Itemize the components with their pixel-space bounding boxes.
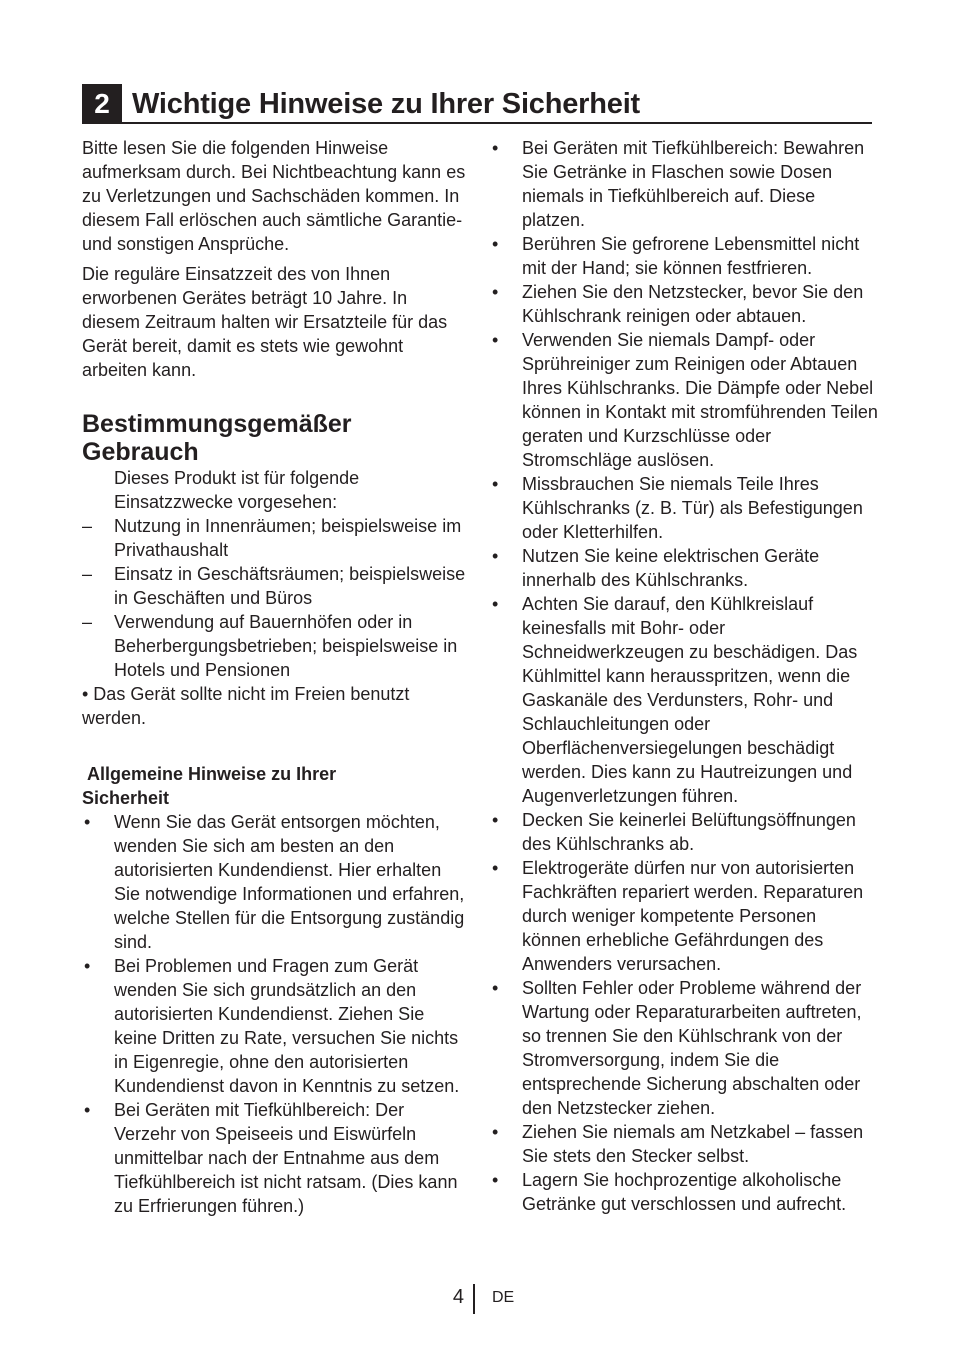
bullet-marker: • <box>492 594 499 614</box>
list-item: • Bei Geräten mit Tiefkühlbereich: Der Verzehr von Speiseeis und Eiswürfeln unmittelbar nach der Entnahme aus dem Tiefkühlbereich ist nicht ratsam. (Dies kann zu Erfrierungen führen.) <box>84 1100 458 1216</box>
outdoor-note: • Das Gerät sollte nicht im Freien benutzt werden. <box>82 684 410 728</box>
bullet-marker: • <box>84 956 91 976</box>
bullet-marker: • <box>84 812 91 832</box>
list-item: • Bei Geräten mit Tiefkühlbereich: Bewahren Sie Getränke in Flaschen sowie Dosen niemals in Tiefkühlbereich auf. Diese platzen. <box>492 138 865 230</box>
right-column <box>490 136 880 1216</box>
language-code: DE <box>492 1289 515 1306</box>
bullet-marker: • <box>492 1122 499 1142</box>
page-footer <box>0 1284 954 1314</box>
list-item: • Nutzen Sie keine elektrischen Geräte innerhalb des Kühlschranks. <box>492 546 820 590</box>
list-item: • Ziehen Sie niemals am Netzkabel – fassen Sie stets den Stecker selbst. <box>492 1122 864 1166</box>
list-item: • Verwenden Sie niemals Dampf- oder Sprühreiniger zum Reinigen oder Abtauen Ihres Kühlschranks. Die Dämpfe oder Nebel können in Kontakt mit stromführenden Teilen geraten und Kurzschlüsse oder Stromschläge auslösen. <box>492 330 878 470</box>
bullet-marker: • <box>492 282 499 302</box>
list-item: • Decken Sie keinerlei Belüftungsöffnungen des Kühlschranks ab. <box>492 810 856 854</box>
section-heading <box>82 84 872 124</box>
dash-marker: – <box>82 612 93 632</box>
list-item: – Einsatz in Geschäftsräumen; beispielsweise in Geschäften und Büros <box>82 564 466 608</box>
bullet-marker: • <box>492 330 499 350</box>
safety-list-continued <box>490 136 880 1216</box>
footer-divider <box>473 1284 475 1314</box>
intended-use-intro: Dieses Produkt ist für folgende Einsatzzwecke vorgesehen: <box>114 468 360 512</box>
bullet-marker: • <box>492 546 499 566</box>
general-safety-heading: Allgemeine Hinweise zu Ihrer Sicherheit <box>82 764 342 808</box>
list-item: • Lagern Sie hochprozentige alkoholische Getränke gut verschlossen und aufrecht. <box>492 1170 847 1214</box>
bullet-marker: • <box>492 978 499 998</box>
bullet-marker: • <box>84 1100 91 1120</box>
list-item: • Wenn Sie das Gerät entsorgen möchten, wenden Sie sich am besten an den autorisierten Kundendienst. Hier erhalten Sie notwendige Informationen und erfahren, welche Stellen für die Entsorgung zuständig sind. <box>84 812 465 952</box>
list-item: • Ziehen Sie den Netzstecker, bevor Sie den Kühlschrank reinigen oder abtauen. <box>492 282 864 326</box>
section-title: Wichtige Hinweise zu Ihrer Sicherheit <box>132 88 641 120</box>
intended-use-heading: Bestimmungsgemäßer Gebrauch <box>82 410 352 466</box>
list-item: • Bei Problemen und Fragen zum Gerät wenden Sie sich grundsätzlich an den autorisierten Kundendienst. Ziehen Sie keine Dritten zu Rate, versuchen Sie nichts in Eigenregie, ohne den autorisierten Kundendienst davon in Kenntnis zu setzen. <box>84 956 460 1096</box>
list-item: • Achten Sie darauf, den Kühlkreislauf keinesfalls mit Bohr- oder Schneidwerkzeugen zu beschädigen. Das Kühlmittel kann herausspritzen, wenn die Gaskanäle des Verdunsters, Rohr- und Schlauchleitungen oder Oberflächenversiegelungen beschädigt werden. Dies kann zu Hautreizungen und Augenverletzungen führen. <box>492 594 858 806</box>
bullet-marker: • <box>492 138 499 158</box>
dash-marker: – <box>82 516 93 536</box>
list-item: • Elektrogeräte dürfen nur von autorisierten Fachkräften repariert werden. Reparaturen durch weniger kompetente Personen können erhebliche Gefährdungen des Anwenders verursachen. <box>492 858 864 974</box>
general-safety-list <box>82 810 466 1218</box>
bullet-marker: • <box>492 810 499 830</box>
list-item: – Nutzung in Innenräumen; beispielsweise im Privathaushalt <box>82 516 462 560</box>
left-column <box>82 136 466 1218</box>
bullet-marker: • <box>492 474 499 494</box>
bullet-marker: • <box>492 1170 499 1190</box>
bullet-marker: • <box>492 858 499 878</box>
list-item: • Sollten Fehler oder Probleme während der Wartung oder Reparaturarbeiten auftreten, so trennen Sie den Kühlschrank von der Stromversorgung, indem Sie die entsprechende Sicherung abschalten oder den Netzstecker ziehen. <box>492 978 862 1118</box>
intended-use-list <box>82 514 466 682</box>
list-item: – Verwendung auf Bauernhöfen oder in Beherbergungsbetrieben; beispielsweise in Hotels und Pensionen <box>82 612 458 680</box>
section-number: 2 <box>82 84 122 122</box>
intro-paragraph-1: Bitte lesen Sie die folgenden Hinweise aufmerksam durch. Bei Nichtbeachtung kann es zu Verletzungen und Sachschäden kommen. In diesem Fall erlöschen auch sämtliche Garantie- und sonstigen Ansprüche. <box>82 138 466 254</box>
bullet-marker: • <box>492 234 499 254</box>
intro-paragraph-2: Die reguläre Einsatzzeit des von Ihnen erworbenen Gerätes beträgt 10 Jahre. In diesem Zeitraum halten wir Ersatzteile für das Gerät bereit, damit es stets wie gewohnt arbeiten kann. <box>82 264 448 380</box>
list-item: • Berühren Sie gefrorene Lebensmittel nicht mit der Hand; sie können festfrieren. <box>492 234 860 278</box>
list-item: • Missbrauchen Sie niemals Teile Ihres Kühlschranks (z. B. Tür) als Befestigungen oder Kletterhilfen. <box>492 474 863 542</box>
page-number: 4 <box>452 1286 464 1308</box>
dash-marker: – <box>82 564 93 584</box>
